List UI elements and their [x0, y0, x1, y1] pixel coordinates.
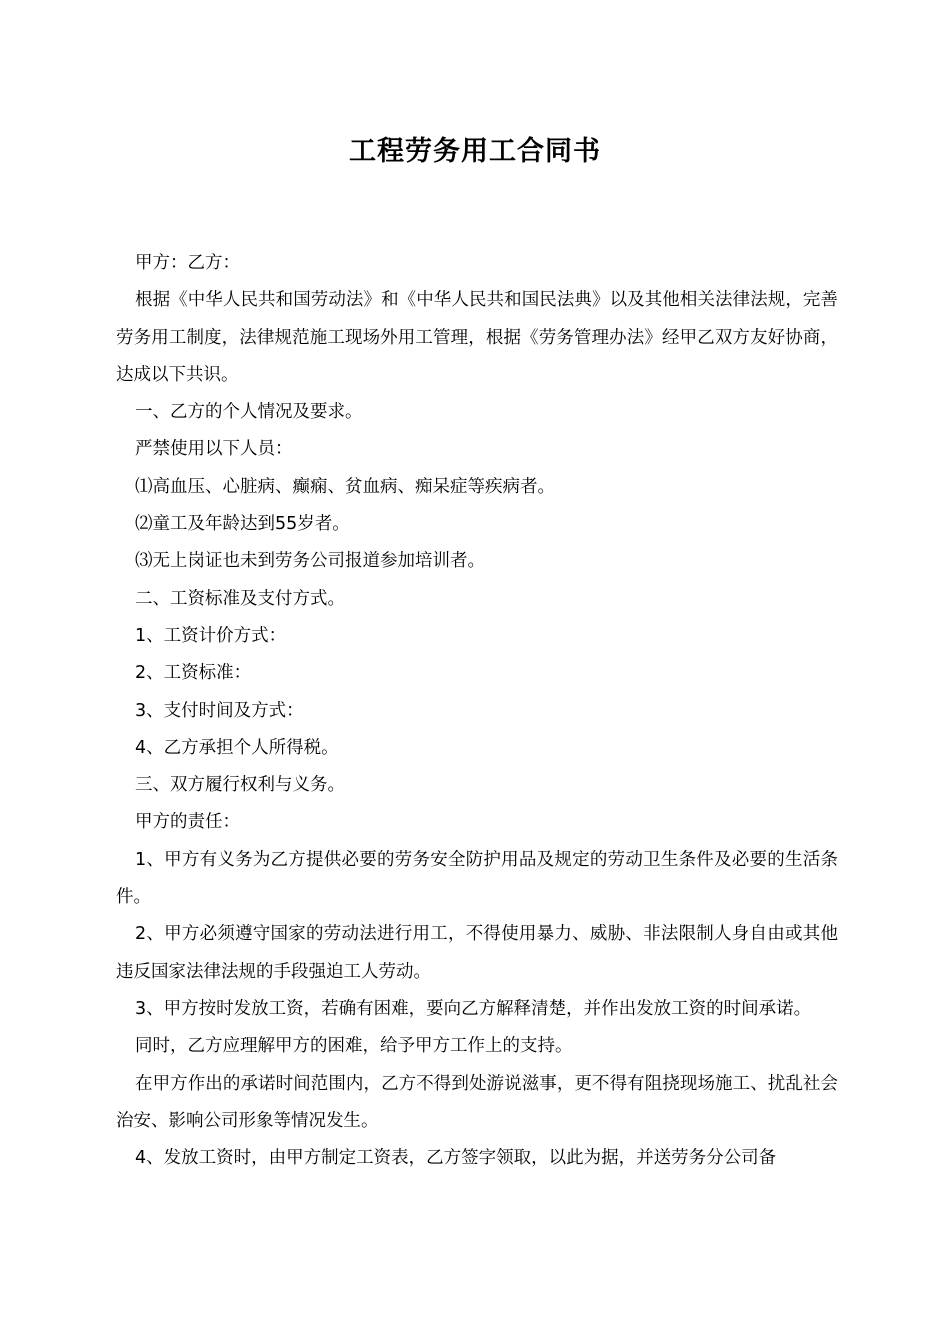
list-item: 1、甲方有义务为乙方提供必要的劳务安全防护用品及规定的劳动卫生条件及必要的生活条件。 [116, 849, 838, 908]
paragraph-parties: 甲方：乙方： [135, 253, 240, 273]
section-heading-3: 三、双方履行权利与义务。 [135, 775, 345, 796]
paragraph: 同时，乙方应理解甲方的困难，给予甲方工作上的支持。 [135, 1036, 573, 1057]
list-item: 1、工资计价方式： [135, 625, 287, 646]
document-body [116, 245, 838, 1177]
list-item: ⑶无上岗证也未到劳务公司报道参加培训者。 [135, 551, 485, 572]
list-item: 4、乙方承担个人所得税。 [135, 737, 339, 758]
paragraph: 严禁使用以下人员： [135, 439, 293, 460]
list-item: 3、支付时间及方式： [135, 700, 304, 721]
paragraph-preamble: 根据《中华人民共和国劳动法》和《中华人民共和国民法典》以及其他相关法律法规，完善劳务用工制度，法律规范施工现场外用工管理，根据《劳务管理办法》经甲乙双方友好协商，达成以下共识。 [116, 290, 838, 385]
section-heading-1: 一、乙方的个人情况及要求。 [135, 402, 363, 423]
document-title: 工程劳务用工合同书 [349, 136, 601, 167]
list-item: ⑵童工及年龄达到55岁者。 [135, 514, 350, 535]
paragraph: 在甲方作出的承诺时间范围内，乙方不得到处游说滋事，更不得有阻挠现场施工、扰乱社会治安、影响公司形象等情况发生。 [116, 1073, 838, 1131]
section-heading-2: 二、工资标准及支付方式。 [135, 588, 345, 609]
list-item: 3、甲方按时发放工资，若确有困难，要向乙方解释清楚，并作出发放工资的时间承诺。 [135, 998, 812, 1019]
list-item: 4、发放工资时，由甲方制定工资表，乙方签字领取，以此为据，并送劳务分公司备 [135, 1148, 777, 1169]
list-item: ⑴高血压、心脏病、癫痫、贫血病、痴呆症等疾病者。 [135, 476, 555, 497]
list-item: 2、甲方必须遵守国家的劳动法进行用工，不得使用暴力、威胁、非法限制人身自由或其他违反国家法律法规的手段强迫工人劳动。 [116, 924, 838, 982]
paragraph: 甲方的责任： [135, 812, 240, 833]
list-item: 2、工资标准： [135, 663, 252, 684]
